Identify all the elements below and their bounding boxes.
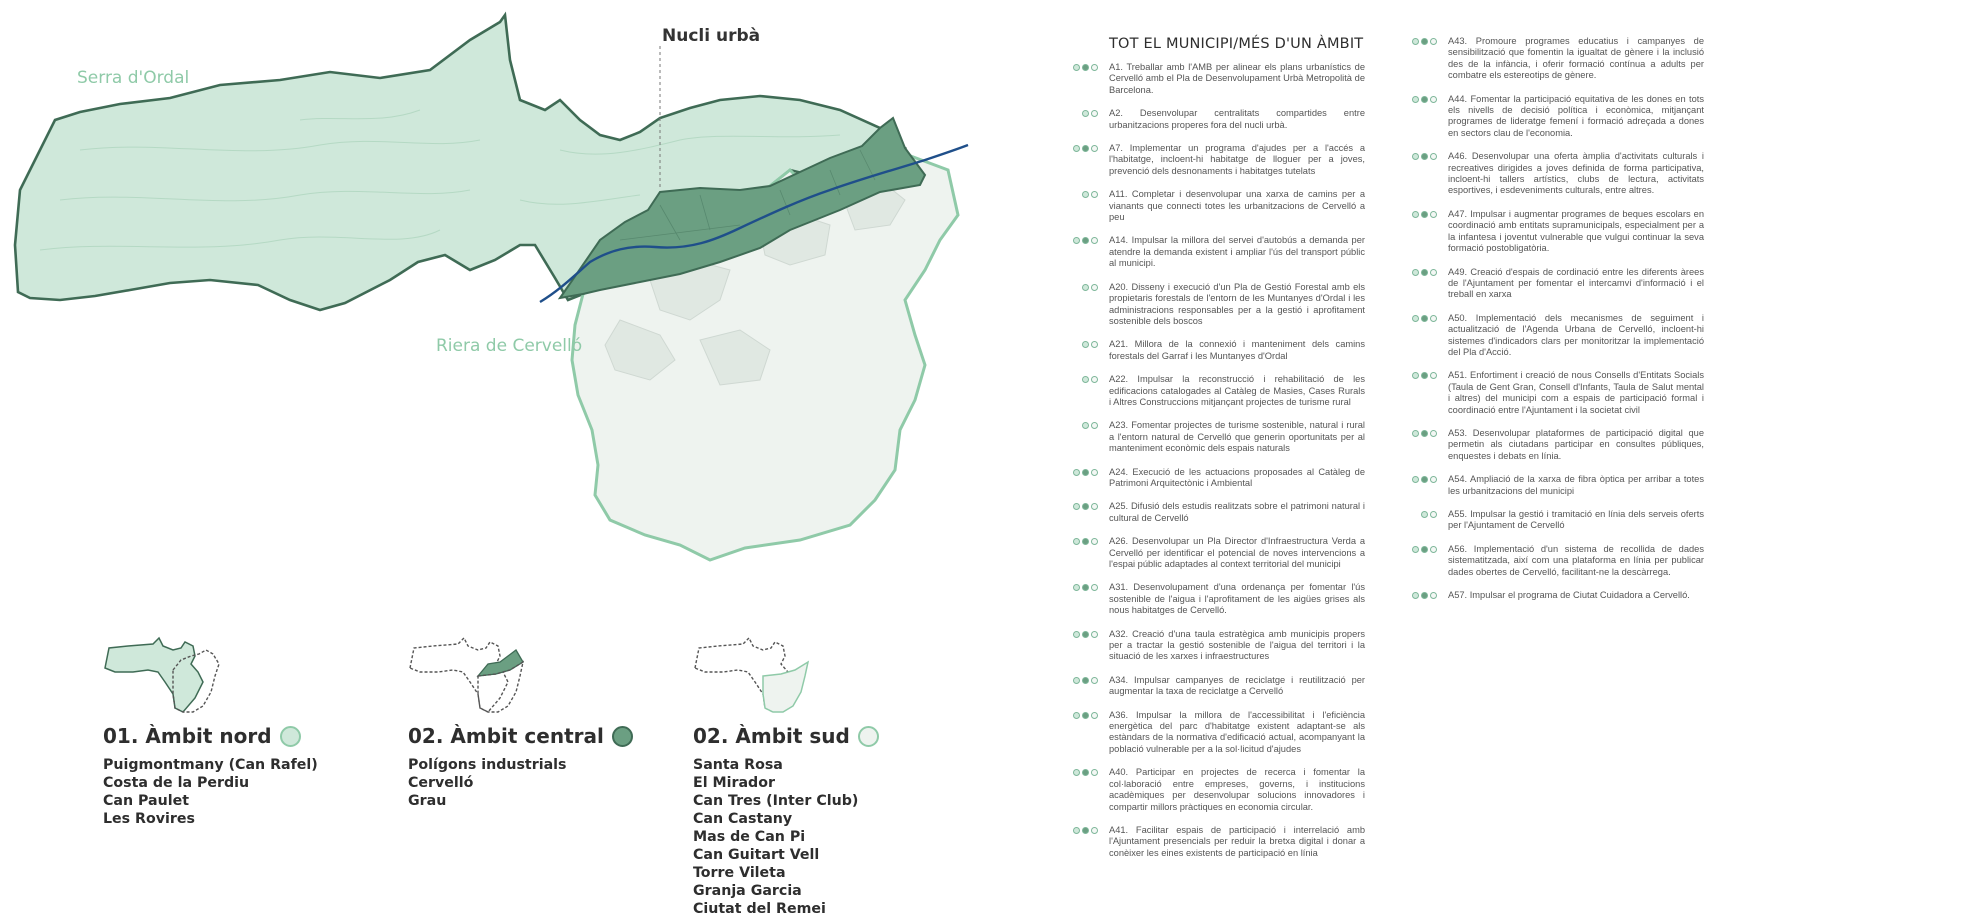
ambit-dot-icon [1091, 677, 1098, 684]
ambit-dot-icon [1091, 110, 1098, 117]
action-text: A22. Impulsar la reconstrucció i rehabilitació de les edificacions catalogades al Catàleg de Masies, Cases Rurals i Altres Construccions mitjançant projectes de turisme rural [1109, 374, 1365, 407]
ambit-dot-icon [1073, 503, 1080, 510]
action-text: A40. Participar en projectes de recerca i fomentar la col·laboració entre empreses, governs, i institucions acadèmiques per desenvolupar solucions innovadores i compartir millors pràctiques en economia circular. [1109, 767, 1365, 812]
ambit-dots-icon [1073, 341, 1098, 348]
action-item [1073, 235, 1365, 269]
ambit-dot-icon [1073, 284, 1080, 291]
action-item [1412, 370, 1704, 416]
action-text: A57. Impulsar el programa de Ciutat Cuidadora a Cervelló. [1448, 590, 1690, 601]
ambit-dot-icon [1073, 145, 1080, 152]
thumb-map-central [408, 636, 548, 716]
ambit-dot-icon [1082, 341, 1089, 348]
ambit-dot-icon [1430, 592, 1437, 599]
ambit-dot-icon [1082, 769, 1089, 776]
action-item [1073, 675, 1365, 698]
ambit-dots-icon [1073, 827, 1098, 834]
ambit-dot-icon [1073, 769, 1080, 776]
place-item: Mas de Can Pi [693, 829, 806, 845]
ambit-dot-icon [1082, 110, 1089, 117]
ambit-dot-icon [1412, 96, 1419, 103]
ambit-dot-icon [1430, 269, 1437, 276]
ambit-dot-icon [1073, 341, 1080, 348]
action-item [1412, 36, 1704, 82]
action-item [1073, 629, 1365, 663]
ambit-dot-icon [1430, 38, 1437, 45]
ambit-dots-icon [1412, 269, 1437, 276]
ambit-dot-icon [1412, 315, 1419, 322]
place-item: Can Tres (Inter Club) [693, 793, 859, 809]
ambit-dots-icon [1073, 237, 1098, 244]
ambit-dot-icon [1421, 546, 1428, 553]
panel-title: TOT EL MUNICIPI/MÉS D'UN ÀMBIT [1109, 36, 1364, 52]
zone-legend-nord [103, 636, 318, 828]
ambit-dot-icon [1412, 38, 1419, 45]
ambit-dots-icon [1073, 145, 1098, 152]
action-text: A26. Desenvolupar un Pla Director d'Infraestructura Verda a Cervelló per identificar el potencial de noves intervencions a l'espai públic adaptades al context territorial del municipi [1109, 536, 1365, 569]
action-item [1073, 282, 1365, 328]
action-text: A20. Disseny i execució d'un Pla de Gestió Forestal amb els propietaris forestals de l'entorn de les Muntanyes d'Ordal i les administracions responsables per a la gestió i aprofitament sostenible dels boscos [1109, 281, 1365, 326]
action-item [1073, 467, 1365, 490]
ambit-dot-icon [1412, 372, 1419, 379]
ambit-dots-icon [1073, 677, 1098, 684]
ambit-dots-icon [1073, 584, 1098, 591]
ambit-dot-icon [1091, 769, 1098, 776]
action-item [1412, 313, 1704, 359]
ambit-dots-icon [1073, 284, 1098, 291]
ambit-dot-icon [1091, 631, 1098, 638]
action-item [1073, 143, 1365, 177]
ambit-dot-icon [1073, 631, 1080, 638]
action-item [1073, 108, 1365, 131]
ambit-dot-icon [1082, 503, 1089, 510]
ambit-dot-icon [1421, 592, 1428, 599]
ambit-dot-icon [1073, 469, 1080, 476]
ambit-dots-icon [1412, 511, 1437, 518]
ambit-dots-icon [1412, 315, 1437, 322]
ambit-dot-icon [1421, 315, 1428, 322]
place-item: El Mirador [693, 775, 775, 791]
ambit-dots-icon [1412, 211, 1437, 218]
action-item [1412, 544, 1704, 578]
zone-title-nord: 01. Àmbit nord [103, 724, 318, 748]
ambit-dot-icon [1091, 469, 1098, 476]
ambit-dot-icon [1421, 38, 1428, 45]
action-item [1412, 267, 1704, 301]
ambit-dot-icon [1082, 469, 1089, 476]
ambit-dot-icon [1082, 712, 1089, 719]
action-text: A2. Desenvolupar centralitats compartides entre urbanitzacions properes fora del nucli urbà. [1109, 108, 1365, 130]
action-text: A31. Desenvolupament d'una ordenança per fomentar l'ús sostenible de l'aigua i l'aprofitament de les aigües grises als nous habitatges de Cervelló. [1109, 582, 1365, 616]
municipality-map [0, 0, 1000, 600]
ambit-dot-icon [1091, 145, 1098, 152]
ambit-dot-icon [1430, 372, 1437, 379]
ambit-dots-icon [1412, 430, 1437, 437]
action-text: A1. Treballar amb l'AMB per alinear els plans urbanístics de Cervelló amb el Pla de Desenvolupament Urbà Metropolità de Barcelona. [1109, 62, 1365, 95]
ambit-dot-icon [1073, 191, 1080, 198]
action-text: A51. Enfortiment i creació de nous Consells d'Entitats Socials (Taula de Gent Gran, Consell d'Infants, Taula de Salut mental i altres) del municipi com a espais de participació formal i coordinació entre l'Ajuntament i la societat civil [1448, 370, 1704, 415]
ambit-dots-icon [1412, 476, 1437, 483]
ambit-dot-icon [1430, 96, 1437, 103]
ambit-dot-icon [1091, 191, 1098, 198]
action-text: A7. Implementar un programa d'ajudes per a l'accés a l'habitatge, incloent-hi habitatge de lloguer per a joves, prevenció dels desnonaments i habitatges tutelats [1109, 143, 1365, 176]
ambit-dot-icon [1091, 376, 1098, 383]
action-text: A46. Desenvolupar una oferta àmplia d'activitats culturals i recreatives dirigides a joves definida de forma participativa, incloent-hi tallers artístics, clubs de lectura, activitats esportives, i esdeveniments culturals, entre altres. [1448, 151, 1704, 196]
label-riera-cervello: Riera de Cervelló [436, 336, 583, 356]
ambit-dot-icon [1082, 64, 1089, 71]
action-text: A41. Facilitar espais de participació i interrelació amb l'Ajuntament presencials per reduir la bretxa digital i donar a conèixer les eines existents de participació en línia [1109, 824, 1365, 858]
action-text: A34. Impulsar campanyes de reciclatge i reutilització per augmentar la taxa de reciclatge a Cervelló [1109, 674, 1365, 697]
zone-legend-central [408, 636, 633, 810]
action-text: A44. Fomentar la participació equitativa de les dones en tots els nivells de decisió política i econòmica, mitjançant programes de lideratge femení i formació adreçada a dones en sectors clau de l'economia. [1448, 93, 1704, 138]
zone-title-sud: 02. Àmbit sud [693, 724, 879, 748]
ambit-dots-icon [1073, 191, 1098, 198]
ambit-dots-icon [1073, 503, 1098, 510]
place-item: Puigmontmany (Can Rafel) [103, 757, 318, 773]
place-item: Ciutat del Remei [693, 901, 826, 917]
ambit-dot-icon [1430, 546, 1437, 553]
action-item [1412, 428, 1704, 462]
ambit-dots-icon [1073, 712, 1098, 719]
swatch-nord [280, 726, 301, 747]
action-item [1412, 590, 1704, 601]
action-text: A11. Completar i desenvolupar una xarxa de camins per a vianants que connecti totes les urbanitzacions de Cervelló a peu [1109, 189, 1365, 223]
place-item: Costa de la Perdiu [103, 775, 250, 791]
action-text: A36. Impulsar la millora de l'accessibilitat i l'eficiència energètica del parc d'habitatge existent adaptant-se als estàndars de la normativa d'edificació actual, acompanyant la població vulnerable per a la sol·licitud d'ajudes [1109, 709, 1365, 754]
zone-places-nord [103, 756, 318, 828]
actions-list-col1 [1073, 62, 1365, 859]
action-item [1412, 94, 1704, 140]
action-text: A23. Fomentar projectes de turisme sostenible, natural i rural a l'entorn natural de Cervelló que generin oportunitats per al manteniment econòmic dels espais naturals [1109, 420, 1365, 454]
action-text: A56. Implementació d'un sistema de recollida de dades sistematitzada, així com una plataforma en línia per publicar dades obertes de Cervelló, facilitant-ne la descàrrega. [1448, 543, 1704, 577]
action-text: A21. Millora de la connexió i manteniment dels camins forestals del Garraf i les Muntanyes d'Ordal [1109, 339, 1365, 361]
action-text: A43. Promoure programes educatius i campanyes de sensibilització que fomentin la igualtat de gènere i la inclusió des de la infància, i oferir formació contínua a adults per combatre els estereotips de gènere. [1448, 36, 1704, 81]
ambit-dot-icon [1412, 592, 1419, 599]
ambit-dot-icon [1430, 511, 1437, 518]
ambit-dot-icon [1421, 269, 1428, 276]
ambit-dot-icon [1412, 546, 1419, 553]
ambit-dot-icon [1073, 584, 1080, 591]
ambit-dot-icon [1430, 211, 1437, 218]
action-text: A54. Ampliació de la xarxa de fibra òptica per arribar a totes les urbanitzacions del municipi [1448, 474, 1704, 496]
ambit-dot-icon [1082, 827, 1089, 834]
ambit-dot-icon [1421, 96, 1428, 103]
action-text: A50. Implementació dels mecanismes de seguiment i actualització de l'Agenda Urbana de Cervelló, incloent-hi sistemes d'indicadors clars per monitoritzar la implementació del Pla d'Acció. [1448, 312, 1704, 357]
ambit-dot-icon [1091, 341, 1098, 348]
place-item: Les Rovires [103, 811, 195, 827]
ambit-dots-icon [1073, 64, 1098, 71]
ambit-dot-icon [1091, 827, 1098, 834]
ambit-dot-icon [1412, 269, 1419, 276]
ambit-dot-icon [1091, 64, 1098, 71]
ambit-dot-icon [1082, 237, 1089, 244]
action-text: A14. Impulsar la millora del servei d'autobús a demanda per atendre la demanda existent i ampliar l'ús del transport públic al municipi. [1109, 235, 1365, 269]
place-item: Can Paulet [103, 793, 189, 809]
ambit-dot-icon [1412, 511, 1419, 518]
ambit-dots-icon [1073, 631, 1098, 638]
action-text: A24. Execució de les actuacions proposades al Catàleg de Patrimoni Arquitectònic i Ambiental [1109, 466, 1365, 488]
action-item [1073, 582, 1365, 616]
ambit-dot-icon [1421, 372, 1428, 379]
action-item [1412, 151, 1704, 197]
ambit-dot-icon [1073, 110, 1080, 117]
ambit-dot-icon [1430, 476, 1437, 483]
action-item [1073, 62, 1365, 96]
thumb-map-sud [693, 636, 833, 716]
thumb-map-nord [103, 636, 243, 716]
ambit-dots-icon [1073, 110, 1098, 117]
ambit-dots-icon [1073, 422, 1098, 429]
ambit-dots-icon [1412, 546, 1437, 553]
zone-places-sud [693, 756, 879, 918]
zone-title-central: 02. Àmbit central [408, 724, 633, 748]
ambit-dots-icon [1412, 372, 1437, 379]
ambit-dot-icon [1073, 64, 1080, 71]
label-serra-ordal: Serra d'Ordal [77, 68, 190, 88]
zone-legend-sud [693, 636, 879, 918]
ambit-dot-icon [1421, 153, 1428, 160]
ambit-dot-icon [1091, 712, 1098, 719]
action-text: A32. Creació d'una taula estratègica amb municipis propers per a tractar la gestió sostenible de l'aigua del territori i la situació de les xarxes i infraestructures [1109, 628, 1365, 662]
place-item: Can Guitart Vell [693, 847, 820, 863]
place-item: Granja Garcia [693, 883, 802, 899]
ambit-dot-icon [1421, 476, 1428, 483]
action-item [1073, 767, 1365, 813]
ambit-dot-icon [1082, 422, 1089, 429]
ambit-dot-icon [1421, 430, 1428, 437]
ambit-dot-icon [1091, 284, 1098, 291]
ambit-dot-icon [1082, 376, 1089, 383]
ambit-dot-icon [1421, 211, 1428, 218]
ambit-dot-icon [1091, 538, 1098, 545]
ambit-dot-icon [1073, 538, 1080, 545]
ambit-dot-icon [1082, 631, 1089, 638]
ambit-dot-icon [1091, 584, 1098, 591]
ambit-dot-icon [1082, 191, 1089, 198]
ambit-dot-icon [1073, 376, 1080, 383]
ambit-dot-icon [1073, 712, 1080, 719]
action-item [1412, 209, 1704, 255]
actions-panel-col2 [1412, 36, 1704, 613]
ambit-dot-icon [1082, 538, 1089, 545]
ambit-dot-icon [1082, 584, 1089, 591]
action-item [1073, 825, 1365, 859]
action-item [1073, 536, 1365, 570]
ambit-dot-icon [1412, 153, 1419, 160]
ambit-dot-icon [1073, 827, 1080, 834]
ambit-dot-icon [1082, 145, 1089, 152]
action-text: A25. Difusió dels estudis realitzats sobre el patrimoni natural i cultural de Cervelló [1109, 501, 1365, 523]
ambit-dot-icon [1082, 284, 1089, 291]
ambit-dots-icon [1073, 469, 1098, 476]
action-text: A53. Desenvolupar plataformes de participació digital que permetin als ciutadans participar en consultes públiques, enquestes i debats en línia. [1448, 427, 1704, 461]
actions-list-col2 [1412, 36, 1704, 601]
action-text: A47. Impulsar i augmentar programes de beques escolars en coordinació amb entitats supramunicipals, especialment per a la infantesa i joventut vulnerable que vulgui continuar la seva formació postobligatòria. [1448, 208, 1704, 254]
place-item: Can Castany [693, 811, 793, 827]
label-nucli-urba: Nucli urbà [662, 26, 761, 46]
ambit-dot-icon [1430, 430, 1437, 437]
ambit-dots-icon [1073, 376, 1098, 383]
place-item: Polígons industrials [408, 757, 567, 773]
ambit-dots-icon [1073, 769, 1098, 776]
ambit-dot-icon [1091, 237, 1098, 244]
action-item [1073, 374, 1365, 408]
actions-panel-col1 [1073, 36, 1365, 871]
ambit-dot-icon [1091, 422, 1098, 429]
action-item [1073, 339, 1365, 362]
zone-places-central [408, 756, 633, 810]
ambit-dot-icon [1412, 476, 1419, 483]
swatch-sud [858, 726, 879, 747]
place-item: Grau [408, 793, 447, 809]
ambit-dot-icon [1412, 430, 1419, 437]
ambit-dot-icon [1430, 315, 1437, 322]
ambit-dot-icon [1412, 211, 1419, 218]
place-item: Santa Rosa [693, 757, 783, 773]
action-item [1412, 474, 1704, 497]
action-item [1073, 189, 1365, 223]
action-item [1073, 420, 1365, 454]
action-item [1073, 501, 1365, 524]
ambit-dot-icon [1073, 237, 1080, 244]
ambit-dots-icon [1412, 592, 1437, 599]
ambit-dot-icon [1421, 511, 1428, 518]
ambit-dot-icon [1073, 677, 1080, 684]
ambit-dot-icon [1430, 153, 1437, 160]
ambit-dot-icon [1091, 503, 1098, 510]
action-item [1412, 509, 1704, 532]
ambit-dot-icon [1073, 422, 1080, 429]
action-text: A49. Creació d'espais de cordinació entre les diferents àrees de l'Ajuntament per fomentar el intercamvi d'informació i el treball en xarxa [1448, 266, 1704, 300]
place-item: Cervelló [408, 775, 474, 791]
ambit-dots-icon [1073, 538, 1098, 545]
ambit-dots-icon [1412, 153, 1437, 160]
place-item: Torre Vileta [693, 865, 786, 881]
action-item [1073, 710, 1365, 756]
ambit-dots-icon [1412, 96, 1437, 103]
swatch-central [612, 726, 633, 747]
action-text: A55. Impulsar la gestió i tramitació en línia dels serveis oferts per l'Ajuntament de Cervelló [1448, 509, 1704, 531]
ambit-dot-icon [1082, 677, 1089, 684]
ambit-dots-icon [1412, 38, 1437, 45]
